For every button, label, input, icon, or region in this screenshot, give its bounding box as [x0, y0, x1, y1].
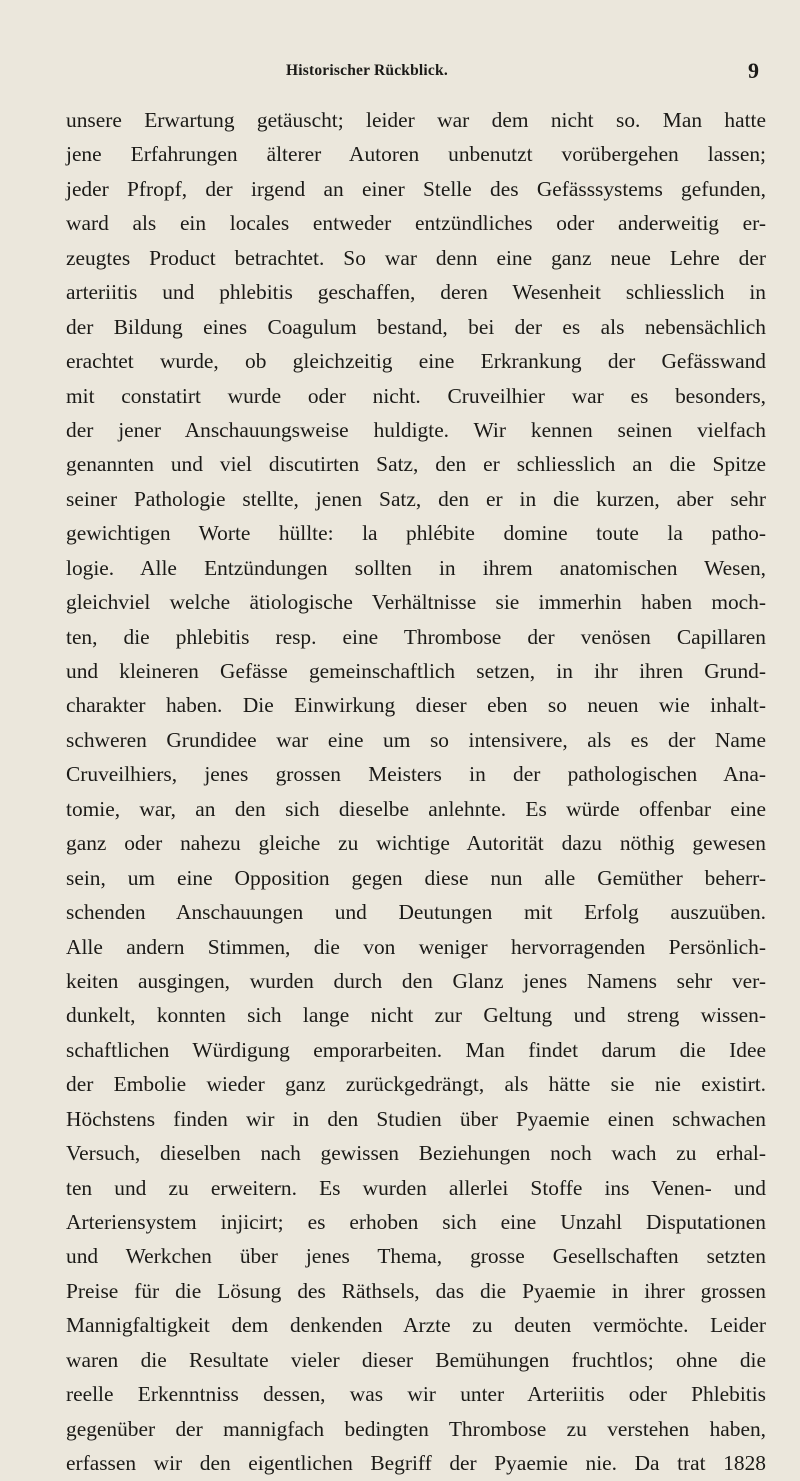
text-line: ten und zu erweitern. Es wurden allerlei Stoffe ins Venen- und [66, 1175, 766, 1200]
text-line: seiner Pathologie stellte, jenen Satz, den er in die kurzen, aber sehr [66, 486, 766, 511]
page-number: 9 [748, 58, 759, 83]
text-line: der jener Anschauungsweise huldigte. Wir kennen seinen vielfach [66, 417, 766, 442]
text-line: jene Erfahrungen älterer Autoren unbenutzt vorübergehen lassen; [66, 142, 766, 167]
running-title: Historischer Rückblick. [286, 62, 448, 79]
text-line: dunkelt, konnten sich lange nicht zur Geltung und streng wissen- [66, 1003, 766, 1028]
text-line: mit constatirt wurde oder nicht. Cruveilhier war es besonders, [66, 383, 766, 408]
text-line: ward als ein locales entweder entzündliches oder anderweitig er- [66, 211, 766, 236]
text-line: tomie, war, an den sich dieselbe anlehnte. Es würde offenbar eine [66, 796, 766, 821]
text-line: gewichtigen Worte hüllte: la phlébite domine toute la patho- [66, 521, 766, 546]
text-line: logie. Alle Entzündungen sollten in ihrem anatomischen Wesen, [66, 555, 766, 580]
text-line: und Werkchen über jenes Thema, grosse Gesellschaften setzten [66, 1244, 766, 1269]
text-line: erfassen wir den eigentlichen Begriff der Pyaemie nie. Da trat 1828 [66, 1451, 766, 1476]
text-line: zeugtes Product betrachtet. So war denn eine ganz neue Lehre der [66, 245, 766, 270]
text-line: Arteriensystem injicirt; es erhoben sich eine Unzahl Disputationen [66, 1210, 766, 1234]
text-line: schaftlichen Würdigung emporarbeiten. Man findet darum die Idee [66, 1037, 766, 1062]
text-line: ten, die phlebitis resp. eine Thrombose der venösen Capillaren [66, 624, 766, 649]
text-line: Versuch, dieselben nach gewissen Beziehungen noch wach zu erhal- [66, 1141, 766, 1166]
text-line: der Embolie wieder ganz zurückgedrängt, als hätte sie nie existirt. [66, 1072, 766, 1097]
text-line: schweren Grundidee war eine um so intensivere, als es der Name [66, 727, 766, 752]
text-line: Cruveilhiers, jenes grossen Meisters in der pathologischen Ana- [66, 762, 766, 787]
text-line: Höchstens finden wir in den Studien über Pyaemie einen schwachen [66, 1106, 766, 1131]
text-line: gleichviel welche ätiologische Verhältnisse sie immerhin haben moch- [66, 590, 766, 615]
text-line: charakter haben. Die Einwirkung dieser eben so neuen wie inhalt- [66, 693, 766, 718]
text-line: Alle andern Stimmen, die von weniger hervorragenden Persönlich- [66, 934, 766, 959]
text-line: der Bildung eines Coagulum bestand, bei der es als nebensächlich [66, 314, 766, 339]
text-line: gegenüber der mannigfach bedingten Thrombose zu verstehen haben, [66, 1416, 766, 1441]
text-line: erachtet wurde, ob gleichzeitig eine Erkrankung der Gefässwand [66, 349, 766, 374]
text-line: keiten ausgingen, wurden durch den Glanz jenes Namens sehr ver- [66, 968, 766, 993]
text-line: unsere Erwartung getäuscht; leider war dem nicht so. Man hatte [66, 108, 766, 132]
text-line: reelle Erkenntniss dessen, was wir unter Arteriitis oder Phlebitis [66, 1382, 766, 1407]
text-line: genannten und viel discutirten Satz, den er schliesslich an die Spitze [66, 452, 766, 477]
body-text [66, 103, 766, 1481]
text-line: Preise für die Lösung des Räthsels, das die Pyaemie in ihrer grossen [66, 1278, 766, 1303]
text-line: jeder Pfropf, der irgend an einer Stelle des Gefässsystems gefunden, [66, 176, 766, 201]
text-line: arteriitis und phlebitis geschaffen, deren Wesenheit schliesslich in [66, 280, 766, 305]
text-line: Mannigfaltigkeit dem denkenden Arzte zu deuten vermöchte. Leider [66, 1313, 766, 1338]
text-line: schenden Anschauungen und Deutungen mit Erfolg auszuüben. [66, 900, 766, 925]
text-line: und kleineren Gefässe gemeinschaftlich setzen, in ihr ihren Grund- [66, 659, 766, 683]
text-line: waren die Resultate vieler dieser Bemühungen fruchtlos; ohne die [66, 1347, 766, 1372]
text-line: ganz oder nahezu gleiche zu wichtige Autorität dazu nöthig gewesen [66, 831, 766, 856]
text-line: sein, um eine Opposition gegen diese nun alle Gemüther beherr- [66, 865, 766, 890]
